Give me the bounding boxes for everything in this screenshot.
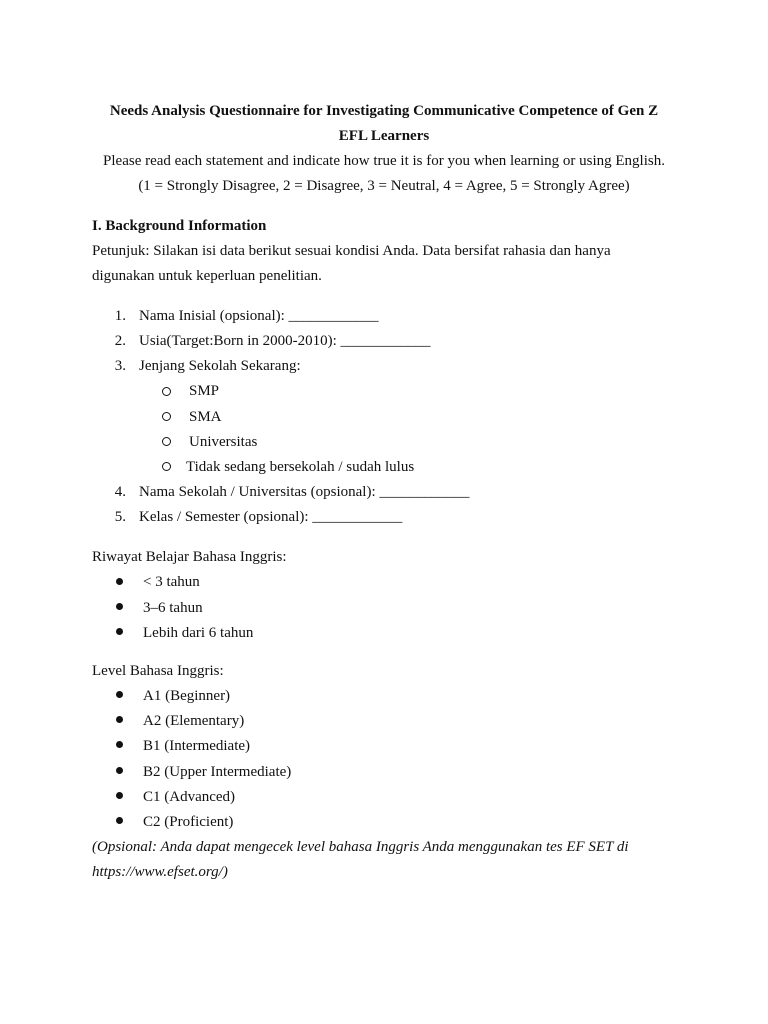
bullet-icon [116, 603, 123, 610]
item-text: Kelas / Semester (opsional): ____________ [139, 509, 403, 525]
item-number: 4. [114, 484, 126, 500]
item-number: 3. [114, 358, 126, 374]
option-text: Universitas [189, 434, 258, 450]
item-number: 5. [114, 509, 126, 525]
item-text: Jenjang Sekolah Sekarang: [139, 358, 301, 374]
option-text: Tidak sedang bersekolah / sudah lulus [186, 459, 415, 475]
circle-bullet-icon [162, 462, 171, 471]
item-text: Nama Sekolah / Universitas (opsional): ____________ [139, 484, 470, 500]
option-text: B1 (Intermediate) [143, 738, 251, 754]
option-text: 3–6 tahun [143, 600, 203, 616]
option-text: Lebih dari 6 tahun [143, 625, 254, 641]
item-text: Nama Inisial (opsional): ____________ [139, 308, 379, 324]
bullet-icon [116, 817, 123, 824]
bullet-icon [116, 628, 123, 635]
option-text: C1 (Advanced) [143, 789, 236, 805]
option-text: < 3 tahun [143, 574, 200, 590]
petunjuk-line-1: Petunjuk: Silakan isi data berikut sesuai kondisi Anda. Data bersifat rahasia dan hanya [92, 243, 611, 259]
bullet-icon [116, 767, 123, 774]
bullet-icon [116, 741, 123, 748]
bullet-icon [116, 792, 123, 799]
item-number: 1. [114, 308, 126, 324]
option-text: SMP [189, 383, 220, 399]
bullet-icon [116, 691, 123, 698]
title-line-2: EFL Learners [338, 128, 430, 144]
circle-bullet-icon [162, 387, 171, 396]
circle-bullet-icon [162, 412, 171, 421]
title-line-1: Needs Analysis Questionnaire for Investigating Communicative Competence of Gen Z [109, 103, 659, 119]
efset-note-line-1: (Opsional: Anda dapat mengecek level bahasa Inggris Anda menggunakan tes EF SET di [92, 839, 629, 855]
option-text: SMA [189, 409, 222, 425]
option-text: A1 (Beginner) [143, 688, 231, 704]
instruction-text: Please read each statement and indicate how true it is for you when learning or using English. [103, 153, 665, 169]
option-text: A2 (Elementary) [143, 713, 245, 729]
circle-bullet-icon [162, 437, 171, 446]
bullet-icon [116, 578, 123, 585]
option-text: B2 (Upper Intermediate) [143, 764, 292, 780]
level-label: Level Bahasa Inggris: [92, 663, 224, 679]
petunjuk-line-2: digunakan untuk keperluan penelitian. [92, 268, 322, 284]
efset-note-link[interactable]: https://www.efset.org/) [92, 864, 228, 880]
scale-text: (1 = Strongly Disagree, 2 = Disagree, 3 = Neutral, 4 = Agree, 5 = Strongly Agree) [138, 178, 630, 194]
item-text: Usia(Target:Born in 2000-2010): ____________ [139, 333, 431, 349]
option-text: C2 (Proficient) [143, 814, 234, 830]
section-heading: I. Background Information [92, 218, 267, 234]
item-number: 2. [114, 333, 126, 349]
bullet-icon [116, 716, 123, 723]
riwayat-label: Riwayat Belajar Bahasa Inggris: [92, 549, 287, 565]
